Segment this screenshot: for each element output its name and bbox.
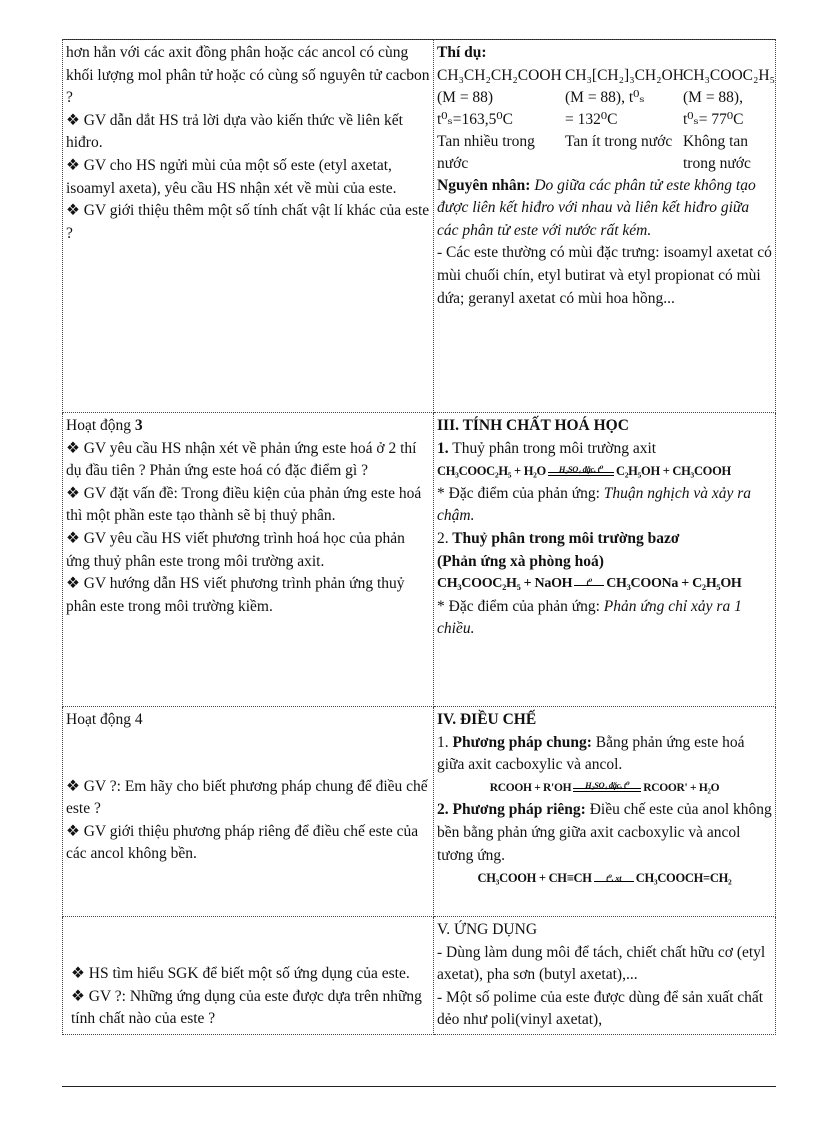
left-text: ❖ GV đặt vấn đề: Trong điều kiện của phản ứng este hoá thì một phần este tạo thành sẽ bị thuỷ phân. [66, 484, 422, 525]
subheading [437, 528, 772, 551]
content-cell [434, 40, 776, 413]
teacher-activity-cell [63, 707, 434, 917]
method-paragraph [437, 799, 772, 867]
left-text: ❖ GV giới thiệu thêm một số tính chất vật lí khác của este ? [66, 202, 430, 242]
compare-cell: Tan nhiều trong nước [437, 132, 535, 172]
subheading [437, 438, 772, 461]
content-cell [434, 707, 776, 917]
left-text: ❖ GV hướng dẫn HS viết phương trình phản ứng thuỷ phân este trong môi trường kiềm. [66, 575, 405, 615]
left-text: ❖ GV cho HS ngửi mùi của một số este (etyl axetat, isoamyl axeta), yêu cầu HS nhận xét về mùi của este. [66, 156, 397, 197]
equation-products: CH₃COONa + C₂H₅OH [606, 576, 742, 592]
compare-cell: Không tan trong nước [683, 132, 751, 172]
activity-heading [66, 415, 430, 438]
method-paragraph [437, 732, 772, 777]
left-text: ❖ HS tìm hiểu SGK để biết một số ứng dụng của este. [71, 965, 410, 982]
reversible-arrow-icon [573, 780, 641, 792]
note-label: * Đặc điểm của phản ứng: [437, 484, 604, 502]
reversible-arrow-icon [548, 464, 614, 476]
content-cell [434, 917, 776, 1035]
table-row [63, 40, 776, 413]
smell-paragraph: - Các este thường có mùi đặc trưng: isoamyl axetat có mùi chuối chín, etyl butirat và etyl propionat có mùi dứa; geranyl axetat có mùi hoa hồng... [437, 244, 772, 307]
equation-products: RCOOR' + H₂O [643, 781, 720, 794]
equation-reactants: CH₃COOC₂H₅ + H₂O [437, 464, 546, 479]
teacher-activity-cell [63, 917, 434, 1035]
footer-rule [62, 1086, 776, 1087]
method-number: 1. [437, 733, 449, 751]
note-text: Phản ứng chỉ xảy ra 1 chiều. [437, 597, 742, 638]
subheading-note: (Phản ứng xà phòng hoá) [437, 552, 604, 570]
table-row [63, 707, 776, 917]
equation-condition: H₂SO₄ đặc, t⁰ [558, 464, 604, 475]
table-row [63, 917, 776, 1035]
subheading-number: 2. [437, 529, 449, 547]
activity-heading-text: Hoạt động [66, 417, 135, 434]
left-text: ❖ GV ?: Em hãy cho biết phương pháp chung để điều chế este ? [66, 777, 428, 818]
method-number: 2. [437, 801, 449, 819]
left-text: hơn hẳn với các axit đồng phân hoặc các ancol có cùng khối lượng mol phân tử hoặc có cùng số nguyên tử cacbon ? [66, 44, 430, 107]
compare-cell: Tan ít trong nước [565, 132, 673, 150]
left-text: ❖ GV dẫn dắt HS trả lời dựa vào kiến thức về liên kết hiđro. [66, 111, 403, 152]
left-text: ❖ GV yêu cầu HS nhận xét về phản ứng este hoá ở 2 thí dụ đầu tiên ? Phản ứng este hoá có đặc điểm gì ? [66, 439, 417, 480]
compare-cell: t⁰ₛ=163,5⁰C [437, 110, 513, 128]
method-label: Phương pháp chung: [448, 733, 592, 751]
teacher-activity-cell [63, 413, 434, 707]
comparison-grid [437, 65, 776, 175]
equation-products: CH₃COOCH=CH₂ [635, 871, 732, 886]
compare-cell: (M = 88), [683, 88, 743, 106]
note-paragraph [437, 483, 772, 528]
teacher-activity-cell [63, 40, 434, 413]
table-row [63, 413, 776, 707]
activity-heading: Hoạt động 4 [66, 711, 143, 728]
left-text: ❖ GV ?: Những ứng dụng của este được dựa trên những tính chất nào của este ? [71, 987, 422, 1028]
compare-cell: t⁰ₛ= 77⁰C [683, 110, 744, 128]
subheading-text: Thuỷ phân trong môi trường bazơ [448, 529, 680, 547]
section-heading: V. ỨNG DỤNG [437, 921, 538, 938]
left-text: ❖ GV giới thiệu phương pháp riêng để điều chế este của các ancol không bền. [66, 822, 419, 863]
arrow-icon [574, 577, 604, 588]
note-text: Thuận nghịch và xảy ra chậm. [437, 484, 752, 525]
method-label: Phương pháp riêng: [448, 801, 586, 819]
example-label: Thí dụ: [437, 44, 487, 61]
application-text: - Một số polime của este được dùng để sản xuất chất dẻo như poli(vinyl axetat), [437, 988, 764, 1029]
subheading-number: 1. [437, 439, 449, 457]
section-heading: III. TÍNH CHẤT HOÁ HỌC [437, 417, 629, 434]
equation-reactants: CH₃COOC₂H₅ + NaOH [437, 576, 573, 592]
lesson-table-wrapper [62, 39, 776, 1035]
reason-paragraph [437, 175, 772, 243]
equation-esterification [437, 777, 772, 800]
content-cell [434, 413, 776, 707]
compare-cell: (M = 88), t⁰ₛ [565, 88, 645, 106]
method-text: Điều chế este của anol không bền bằng phản ứng giữa axit cacboxylic và ancol tương ứng. [437, 801, 772, 864]
reason-label: Nguyên nhân: [437, 176, 531, 194]
lesson-table [62, 39, 776, 1035]
section-heading: IV. ĐIỀU CHẾ [437, 711, 537, 728]
equation-vinyl-acetate [437, 867, 772, 890]
note-paragraph [437, 596, 772, 641]
equation-base-hydrolysis [437, 573, 772, 596]
compare-cell: CH₃COOC₂H₅ [683, 66, 776, 84]
left-text: ❖ GV yêu cầu HS viết phương trình hoá học của phản ứng thuỷ phân este trong môi trường axit. [66, 529, 405, 570]
equation-condition: t⁰, xt [606, 872, 622, 883]
method-text: Bằng phản ứng este hoá giữa axit cacboxylic và ancol. [437, 733, 745, 774]
equation-condition: H₂SO₄ đặc, t⁰ [585, 780, 630, 791]
subheading-text: Thuỷ phân trong môi trường axit [448, 439, 657, 457]
equation-acid-hydrolysis [437, 460, 772, 483]
application-text: - Dùng làm dung môi để tách, chiết chất hữu cơ (etyl axetat), pha sơn (butyl axetat),... [437, 943, 766, 984]
reason-text: Do giữa các phân tử este không tạo được liên kết hiđro với nhau và liên kết hiđro giữa các phân tử este với nước rất kém. [437, 176, 756, 239]
equation-reactants: RCOOH + R'OH [489, 781, 572, 794]
note-label: * Đặc điểm của phản ứng: [437, 597, 604, 615]
compare-cell: CH₃[CH₂]₃CH₂OH [565, 66, 684, 84]
equation-reactants: CH₃COOH + CH≡CH [477, 871, 592, 886]
activity-number: 3 [134, 417, 143, 434]
equation-products: C₂H₅OH + CH₃COOH [615, 464, 731, 479]
arrow-icon [594, 872, 634, 883]
compare-cell: CH₃CH₂CH₂COOH [437, 66, 562, 84]
equation-condition: t⁰ [586, 577, 592, 588]
compare-cell: (M = 88) [437, 88, 494, 106]
compare-cell: = 132⁰C [565, 110, 618, 128]
